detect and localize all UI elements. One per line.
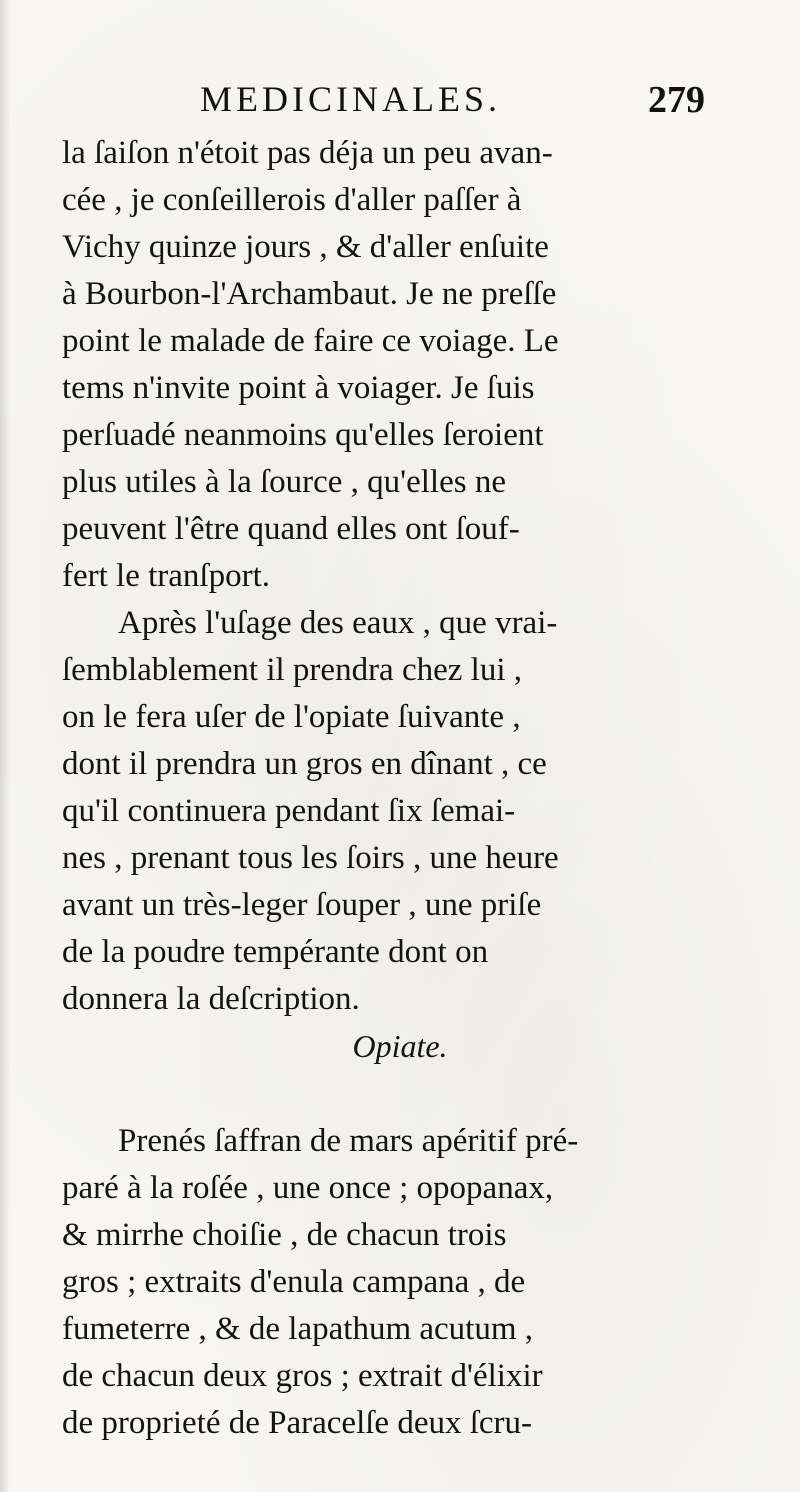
text-line: dont il prendra un gros en dînant , ce — [62, 746, 547, 782]
text-line: gros ; extraits d'enula campana , de — [62, 1264, 526, 1300]
text-line: Vichy quinze jours , & d'aller enſuite — [62, 229, 549, 265]
text-line: de la poudre tempérante dont on — [62, 934, 489, 970]
page-number: 279 — [648, 79, 705, 121]
text-line: de proprieté de Paracelſe deux ſcru- — [62, 1405, 533, 1441]
text-line: Après l'uſage des eaux , que vrai- — [118, 605, 558, 641]
text-line: plus utiles à la ſource , qu'elles ne — [62, 464, 506, 500]
running-head: MEDICINALES. — [200, 79, 501, 119]
text-line: donnera la deſcription. — [62, 981, 360, 1017]
text-line: fumeterre , & de lapathum acutum , — [62, 1311, 533, 1347]
text-line: fert le tranſport. — [62, 558, 270, 594]
paragraph — [62, 600, 738, 1023]
body-text — [62, 130, 738, 1023]
text-line: la ſaiſon n'étoit pas déja un peu avan- — [62, 135, 553, 171]
text-line: tems n'invite point à voiager. Je ſuis — [62, 370, 535, 406]
section-title: Opiate. — [352, 1028, 448, 1064]
text-line: de chacun deux gros ; extrait d'élixir — [62, 1358, 543, 1394]
text-line: perſuadé neanmoins qu'elles ſeroient — [62, 417, 544, 453]
text-line: on le fera uſer de l'opiate ſuivante , — [62, 699, 521, 735]
text-line: avant un très-leger ſouper , une priſe — [62, 887, 542, 923]
text-line: paré à la roſée , une once ; opopanax, — [62, 1170, 554, 1206]
paragraph — [62, 130, 738, 600]
text-line: peuvent l'être quand elles ont ſouf- — [62, 511, 520, 547]
text-line: cée , je conſeillerois d'aller paſſer à — [62, 182, 522, 218]
paragraph — [62, 1118, 738, 1447]
text-line: nes , prenant tous les ſoirs , une heure — [62, 840, 559, 876]
text-line: à Bourbon-l'Archambaut. Je ne preſſe — [62, 276, 557, 312]
text-line: ſemblablement il prendra chez lui , — [62, 652, 522, 688]
text-line: qu'il continuera pendant ſix ſemai- — [62, 793, 516, 829]
recipe-text — [62, 1118, 738, 1447]
text-line: & mirrhe choiſie , de chacun trois — [62, 1217, 507, 1253]
page-edge-shadow — [0, 0, 10, 1492]
text-line: point le malade de faire ce voiage. Le — [62, 323, 559, 359]
text-line: Prenés ſaffran de mars apéritif pré- — [118, 1123, 579, 1159]
